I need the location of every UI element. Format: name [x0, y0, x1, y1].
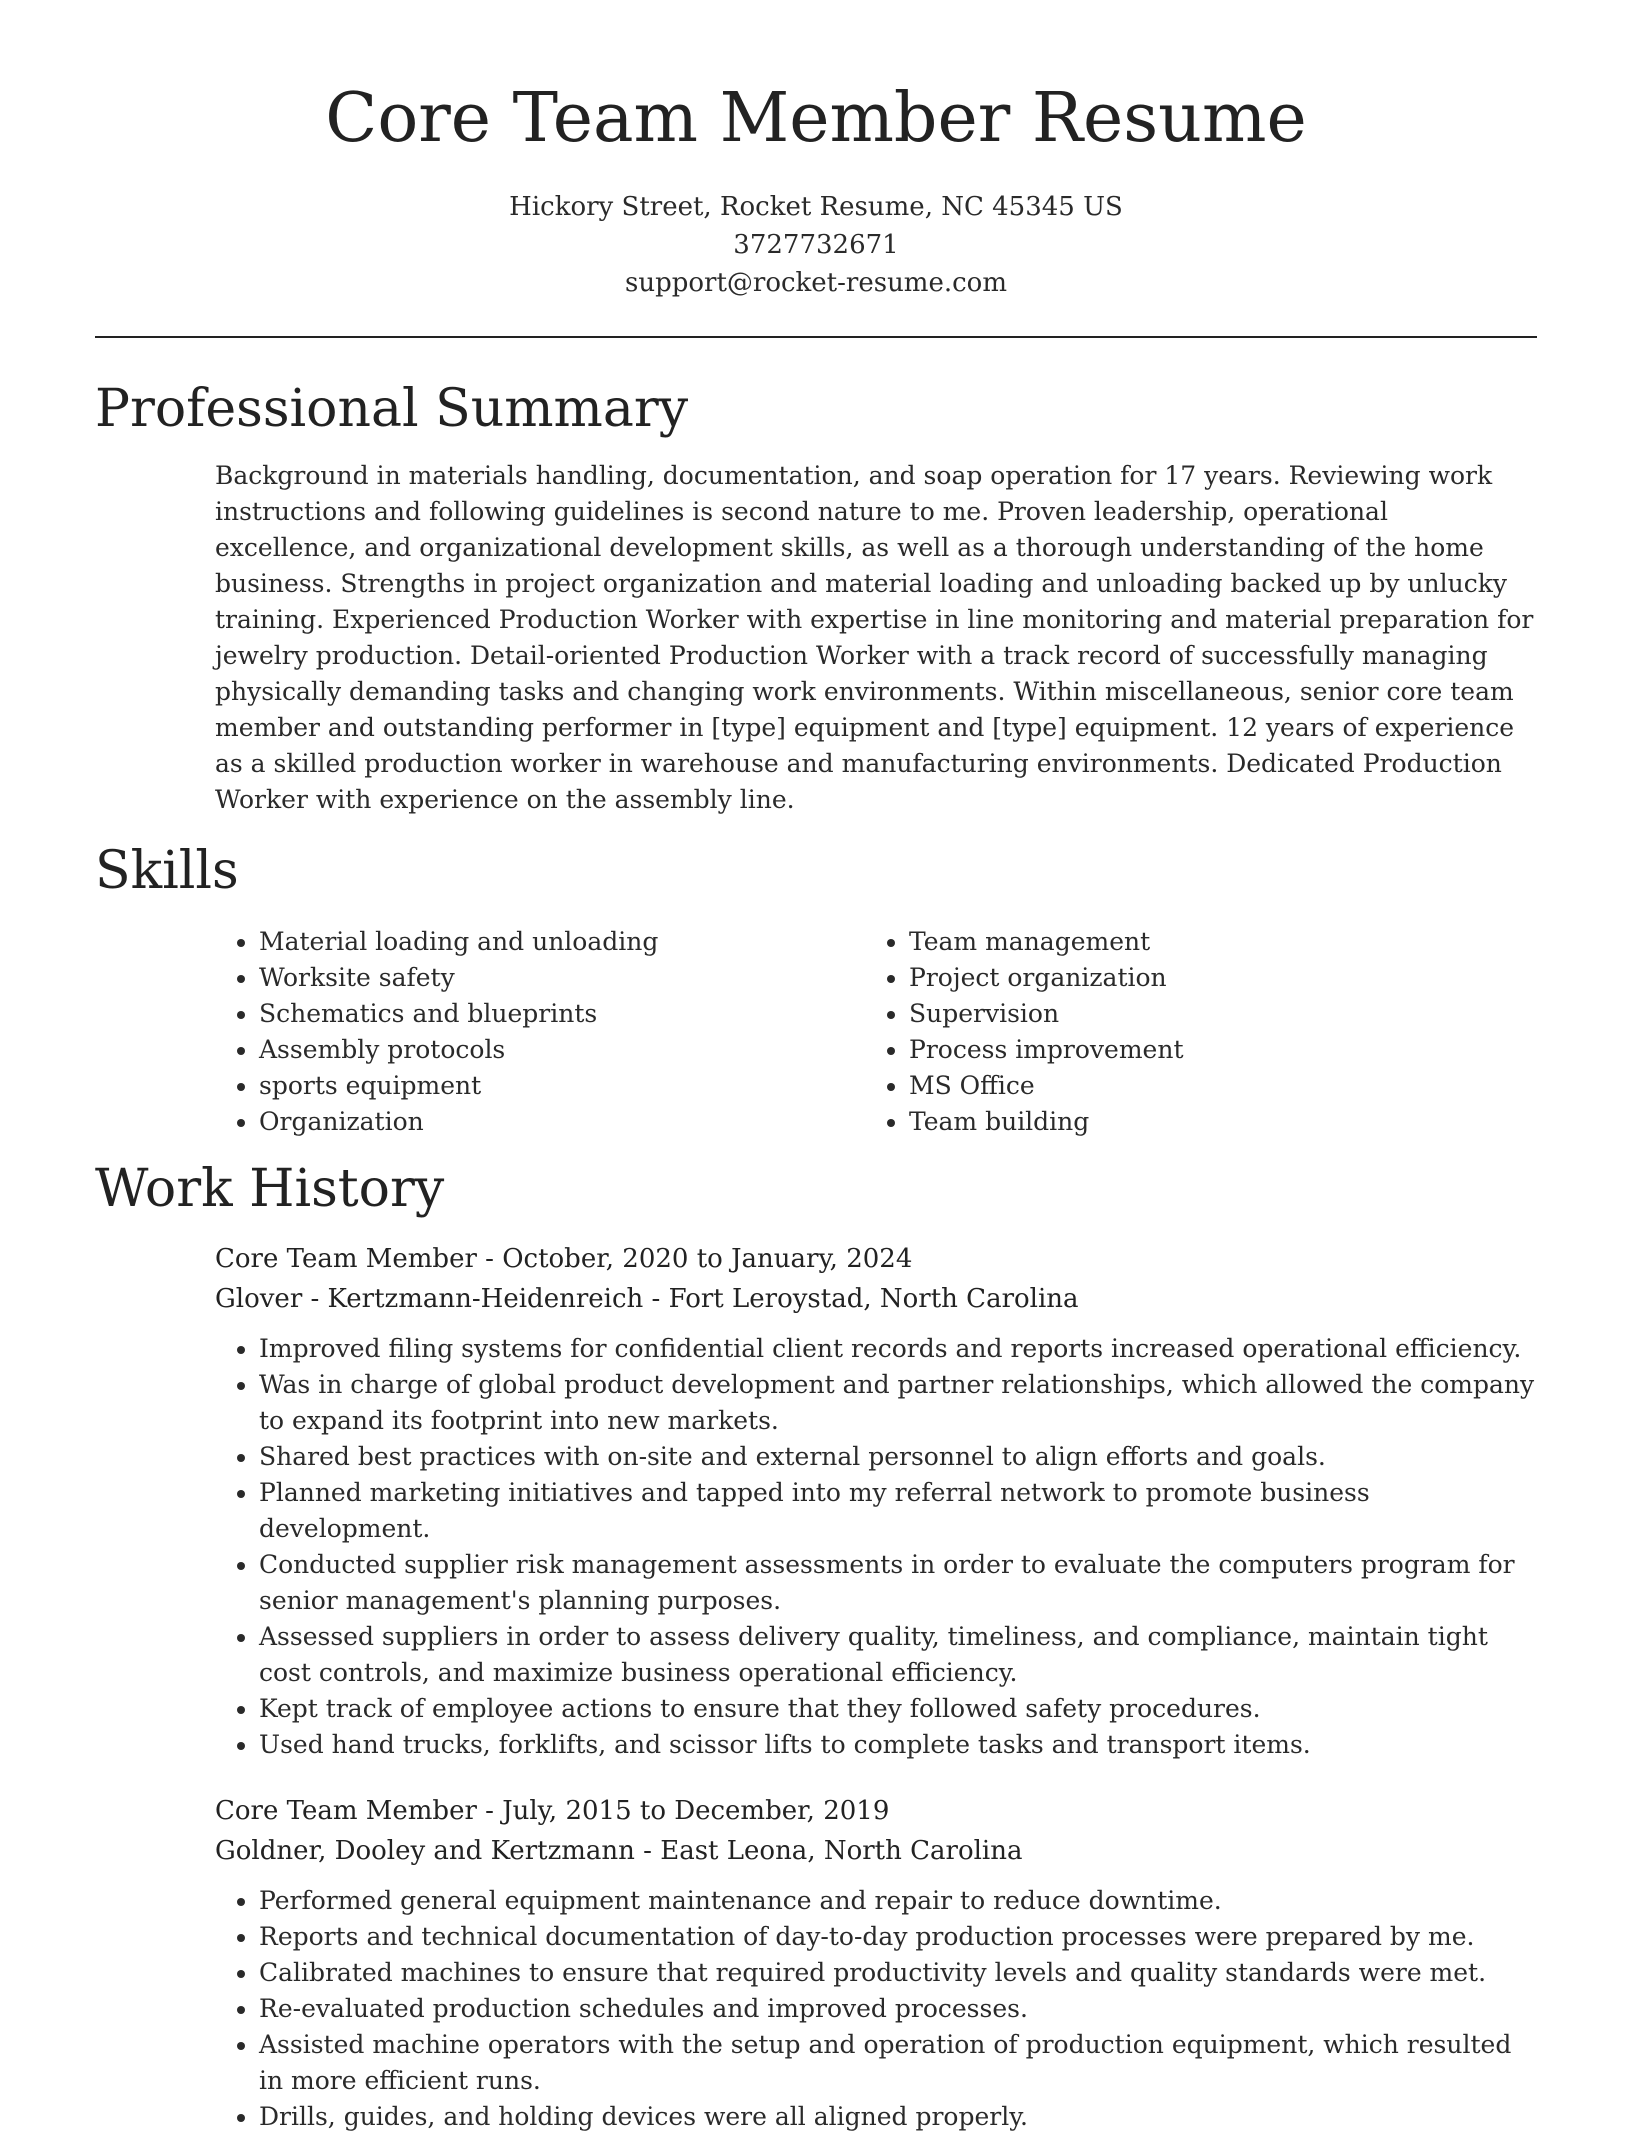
duty-item: • Used hand trucks, forklifts, and scissor lifts to complete tasks and transport items. — [259, 1727, 1537, 1763]
skill-item: • Material loading and unloading — [259, 924, 865, 960]
duty-item: • Performed general equipment maintenance and repair to reduce downtime. — [259, 1883, 1537, 1919]
skill-item: • Project organization — [909, 960, 1515, 996]
job-entry — [215, 1239, 1537, 1763]
job-duties-list — [215, 1331, 1537, 1763]
resume-title: Core Team Member Resume — [325, 79, 1307, 158]
duty-item: • Reports and technical documentation of day-to-day production processes were prepared by me. — [259, 1919, 1537, 1955]
job-company-location: Goldner, Dooley and Kertzmann - East Leona, North Carolina — [215, 1835, 1023, 1866]
header-divider — [95, 336, 1537, 338]
skills-column-left — [215, 924, 865, 1140]
resume-header — [95, 78, 1537, 302]
skills-list — [215, 924, 1537, 1140]
skill-item: • Worksite safety — [259, 960, 865, 996]
duty-item: • Kept track of employee actions to ensure that they followed safety procedures. — [259, 1691, 1537, 1727]
job-role-dates: Core Team Member - July, 2015 to December, 2019 — [215, 1795, 890, 1826]
duty-item: • Assisted machine operators with the setup and operation of production equipment, which resulted in more efficient runs. — [259, 2027, 1537, 2099]
duty-item: • Assessed suppliers in order to assess delivery quality, timeliness, and compliance, maintain tight cost controls, and maximize business operational efficiency. — [259, 1619, 1537, 1691]
duty-item: • Was in charge of global product development and partner relationships, which allowed the company to expand its footprint into new markets. — [259, 1367, 1537, 1439]
skill-item: • MS Office — [909, 1068, 1515, 1104]
job-entry — [215, 1791, 1537, 2135]
skill-item: • Supervision — [909, 996, 1515, 1032]
skill-item: • Assembly protocols — [259, 1032, 865, 1068]
skill-item: • Process improvement — [909, 1032, 1515, 1068]
skill-item: • Organization — [259, 1104, 865, 1140]
duty-item: • Shared best practices with on-site and external personnel to align efforts and goals. — [259, 1439, 1537, 1475]
work-history-heading: Work History — [95, 1159, 445, 1220]
contact-phone: 3727732671 — [733, 229, 899, 260]
skills-heading: Skills — [95, 840, 239, 901]
contact-address: Hickory Street, Rocket Resume, NC 45345 US — [509, 191, 1123, 222]
duty-item: • Calibrated machines to ensure that required productivity levels and quality standards were met. — [259, 1955, 1537, 1991]
skills-column-right — [865, 924, 1515, 1140]
duty-item: • Drills, guides, and holding devices were all aligned properly. — [259, 2099, 1537, 2135]
summary-text: Background in materials handling, documentation, and soap operation for 17 years. Reviewing work instructions and following guidelines is second nature to me. Proven leadership, operational excellence, and organizational development skills, as well as a thorough understanding of the home business. Strengths in project organization and material loading and unloading backed up by unlucky training. Experienced Production Worker with expertise in line monitoring and material preparation for jewelry production. Detail-oriented Production Worker with a track record of successfully managing physically demanding tasks and changing work environments. Within miscellaneous, senior core team member and outstanding performer in [type] equipment and [type] equipment. 12 years of experience as a skilled production worker in warehouse and manufacturing environments. Dedicated Production Worker with experience on the assembly line. — [215, 460, 1534, 814]
skill-item: • sports equipment — [259, 1068, 865, 1104]
skill-item: • Team building — [909, 1104, 1515, 1140]
duty-item: • Re-evaluated production schedules and improved processes. — [259, 1991, 1537, 2027]
duty-item: • Improved filing systems for confidential client records and reports increased operational efficiency. — [259, 1331, 1537, 1367]
duty-item: • Planned marketing initiatives and tapped into my referral network to promote business development. — [259, 1475, 1537, 1547]
summary-heading: Professional Summary — [95, 378, 689, 439]
skill-item: • Schematics and blueprints — [259, 996, 865, 1032]
job-company-location: Glover - Kertzmann-Heidenreich - Fort Leroystad, North Carolina — [215, 1283, 1079, 1314]
job-role-dates: Core Team Member - October, 2020 to January, 2024 — [215, 1243, 913, 1274]
skill-item: • Team management — [909, 924, 1515, 960]
duty-item: • Conducted supplier risk management assessments in order to evaluate the computers program for senior management's planning purposes. — [259, 1547, 1537, 1619]
contact-email: support@rocket-resume.com — [624, 267, 1007, 298]
job-duties-list — [215, 1883, 1537, 2135]
